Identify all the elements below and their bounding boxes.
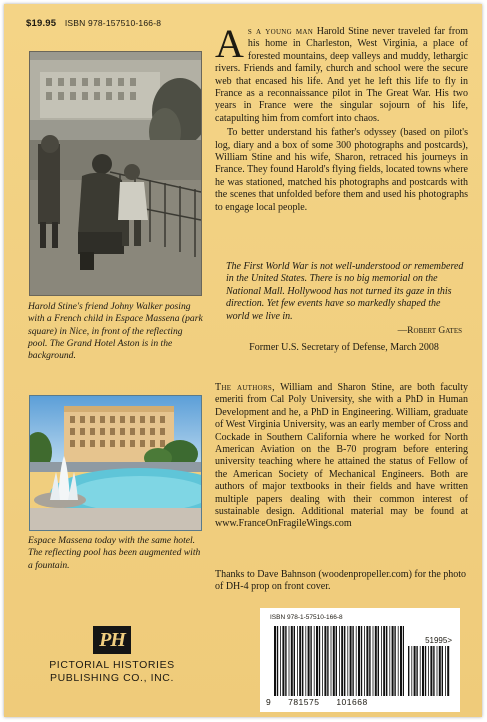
- barcode-bar: [310, 626, 311, 696]
- barcode-bar: [350, 626, 352, 696]
- price-isbn-line: [26, 18, 161, 29]
- barcode-bar: [411, 646, 412, 696]
- historic-photo: [29, 51, 202, 296]
- barcode-bar: [356, 626, 357, 696]
- barcode-bar: [297, 626, 298, 696]
- authors-paragraph: [215, 382, 468, 531]
- barcode-bar: [369, 626, 370, 696]
- barcode-bar: [285, 626, 286, 696]
- barcode-bar: [386, 626, 387, 696]
- barcode-bar: [347, 626, 348, 696]
- barcode-bar: [299, 626, 301, 696]
- publisher-logo: PH: [93, 626, 131, 654]
- barcode-bar: [392, 626, 394, 696]
- about-authors: [215, 382, 468, 531]
- barcode-bar: [430, 646, 432, 696]
- barcode-bar: [375, 626, 377, 696]
- drop-cap: A: [215, 21, 244, 66]
- barcode-bar: [364, 626, 365, 696]
- modern-photo: [29, 395, 202, 531]
- barcode-bar: [327, 626, 328, 696]
- barcode-bar: [280, 626, 281, 696]
- barcode-bar: [361, 626, 362, 696]
- publisher-name: [34, 659, 190, 685]
- barcode-bar: [294, 626, 295, 696]
- barcode-bar: [428, 646, 429, 696]
- intro-p1-text: Harold Stine never traveled far from his home in Charleston, West Virginia, a place of forested mountains, deep valleys and muddy, lethargic rivers. Friends and family, church and school were the secure web that encased his life. And yet he left this life to fly in France as a reconnaissance pilot in The Great War. His two years in France were the singular sojourn of his life, catapulting him from comfort into chaos.: [215, 26, 468, 124]
- barcode-bar: [291, 626, 293, 696]
- barcode-bar: [445, 646, 446, 696]
- barcode-bar: [344, 626, 345, 696]
- barcode-bar: [408, 646, 409, 696]
- barcode-main-bars: [274, 626, 404, 696]
- barcode-bar: [324, 626, 326, 696]
- caption-modern-photo: Espace Massena today with the same hotel. The reflecting pool has been augmented with a fountain.: [28, 535, 201, 571]
- barcode-bar: [433, 646, 434, 696]
- barcode-bar: [416, 646, 417, 696]
- barcode-bar: [403, 626, 404, 696]
- barcode-bar: [437, 646, 438, 696]
- barcode-bar: [331, 626, 332, 696]
- barcode-bar: [308, 626, 310, 696]
- barcode-bar: [274, 626, 276, 696]
- barcode-bar: [282, 626, 284, 696]
- barcode-bar: [400, 626, 402, 696]
- barcode-bar: [394, 626, 395, 696]
- barcode-bar: [420, 646, 421, 696]
- intro-paragraph-1: [215, 21, 468, 125]
- isbn-top: ISBN 978-157510-166-8: [64, 18, 162, 28]
- publisher-line-2: PUBLISHING CO., INC.: [49, 672, 175, 684]
- barcode-bar: [336, 626, 337, 696]
- barcode-bar: [352, 626, 353, 696]
- barcode-bar: [414, 646, 416, 696]
- quote-author: [226, 326, 462, 336]
- barcode-bar: [333, 626, 335, 696]
- barcode-bar: [314, 626, 315, 696]
- intro-lead: s a young man: [247, 26, 314, 37]
- barcode-bar: [389, 626, 390, 696]
- barcode-bar: [422, 646, 424, 696]
- barcode-bar: [358, 626, 360, 696]
- barcode-bar: [319, 626, 320, 696]
- barcode-block: [260, 608, 460, 712]
- barcode-digits: 9 781575 101668: [266, 697, 368, 707]
- price: $19.95: [26, 18, 57, 29]
- barcode-bar: [425, 646, 426, 696]
- publisher-line-1: PICTORIAL HISTORIES: [49, 659, 175, 671]
- barcode-bar: [447, 646, 449, 696]
- barcode-bar: [322, 626, 323, 696]
- thanks-text: Thanks to Dave Bahnson (woodenpropeller.com) for the photo of DH-4 prop on front cover.: [215, 569, 467, 593]
- barcode-bar: [339, 626, 340, 696]
- barcode-bar: [305, 626, 306, 696]
- quote-author-name: —Robert Gates: [397, 326, 462, 336]
- barcode-bar: [442, 646, 443, 696]
- authors-lead: The authors,: [215, 382, 275, 393]
- barcode-bar: [398, 626, 399, 696]
- authors-text: William and Sharon Stine, are both faculty emeriti from Cal Poly University, she with a PhD in Human Development and he, a PhD in Engineering. William, graduate of West Virginia University, was an early member of Cross and Cockade in Southern California where he worked for North American Aviation on the B-70 program before entering university teaching where he attained the status of Fellow of the American Society of Mechanical Engineers. Both are authors of major textbooks in their fields and have written multiple papers dealing with their common interest of sustainable design. Additional material may be found at www.FranceOnFragileWings.com: [215, 382, 468, 530]
- barcode-bar: [302, 626, 303, 696]
- barcode-addon-bars: [408, 646, 450, 696]
- barcode-bar: [316, 626, 318, 696]
- barcode-bar: [439, 646, 441, 696]
- intro-paragraph-2: To better understand his father's odyssey (based on pilot's log, diary and a box of some 300 photographs and postcards), William Stine and his wife, Sharon, retraced his journeys in France. They found Harold's flying fields, located towns where he was stationed, matched his photographs and postcards with the scenes that unfolded before them and used his photographs to engage local people.: [215, 127, 468, 213]
- barcode-isbn: ISBN 978-1-57510-166-8: [270, 614, 343, 621]
- intro-text: [215, 21, 468, 214]
- barcode-bar: [341, 626, 343, 696]
- barcode-bar: [381, 626, 382, 696]
- acknowledgement: [215, 569, 468, 594]
- barcode-price-code: 51995>: [425, 636, 452, 645]
- back-cover: [4, 4, 482, 717]
- caption-historic-photo: Harold Stine's friend Johny Walker posing with a French child in Espace Massena (park square) in Nice, in front of the reflecting pool. The Grand Hotel Aston is in the background.: [28, 301, 203, 362]
- barcode-bar: [383, 626, 385, 696]
- barcode-bar: [366, 626, 368, 696]
- barcode-bar: [378, 626, 379, 696]
- barcode-bar: [289, 626, 290, 696]
- quote-author-title: Former U.S. Secretary of Defense, March 2008: [249, 342, 439, 353]
- barcode-bar: [277, 626, 278, 696]
- pull-quote: The First World War is not well-understood or remembered in the United States. There is no big memorial on the National Mall. Hollywood has not turned its gaze in this direction. Yet few events have so markedly shaped the world we live in.: [226, 261, 464, 322]
- barcode-bar: [373, 626, 374, 696]
